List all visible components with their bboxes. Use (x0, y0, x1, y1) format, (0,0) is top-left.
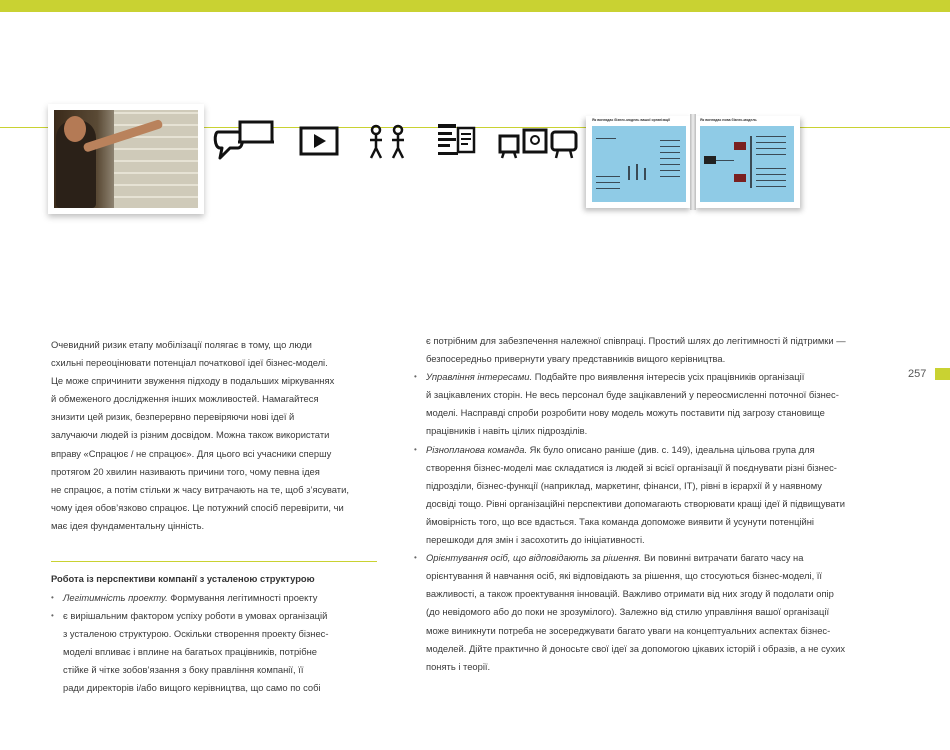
text-line: вправу «Спрацює / не спрацює». Для цього всі учасники спершу (51, 447, 332, 459)
book-spread-thumbnail (586, 112, 800, 212)
book-text-line (756, 154, 786, 155)
book-left-title: Як виглядає бізнес-модель вашої організації (592, 118, 670, 122)
book-figure-mark (628, 166, 630, 180)
text-line: орієнтування й навчання осіб, які відповідають за рішення, що стосуються бізнес-моделі, її (426, 570, 823, 582)
book-left-page (586, 116, 692, 208)
book-right-fill (700, 126, 794, 202)
section-divider (51, 561, 377, 562)
text-line: підрозділи, бізнес-функції (наприклад, маркетинг, фінанси, ІТ), рівні в ієрархії й у наявному (426, 479, 822, 491)
text-line: безпосередньо привернути увагу представників вищого керівництва. (426, 353, 726, 365)
text-line: схильні переоцінювати потенціал початкової ідеї бізнес-моделі. (51, 357, 328, 369)
book-right-title: Як виглядає нова бізнес-модель (700, 118, 757, 122)
book-text-line (756, 174, 786, 175)
bullet-text: Формування легітимності проекту (167, 592, 318, 603)
text-line: чому ідея обов’язково спрацює. Це потужний спосіб перевірити, чи (51, 501, 344, 513)
book-text-line (596, 188, 620, 189)
book-text-line (756, 142, 786, 143)
section-title: Робота із перспективи компанії з усталеною структурою (51, 573, 315, 584)
left-column-paragraph (51, 336, 381, 535)
workshop-photo (48, 104, 204, 214)
text-line: Це може спричинити звуження підходу в подальших міркуваннях (51, 375, 335, 387)
devices-icon (496, 118, 582, 166)
text-line: створення бізнес-моделі має складатися із людей зі всієї організації й поєднувати різні бізнес- (426, 461, 837, 473)
speech-bubble-icon (212, 118, 282, 166)
book-text-line (596, 138, 616, 139)
book-figure-mark (704, 156, 716, 164)
book-text-line (756, 168, 786, 169)
text-line: з усталеною структурою. Оскільки створення проекту бізнес- (63, 628, 329, 640)
photo-person-head (64, 116, 86, 142)
bullet-term: Різнопланова команда. (426, 443, 528, 455)
book-text-line (660, 158, 680, 159)
bullet-continuation (51, 661, 381, 679)
page-tab-marker (935, 368, 950, 380)
text-line: знизити цей ризик, безперервно перевіряючи нові ідеї й (51, 411, 295, 423)
book-text-line (660, 146, 680, 147)
top-accent-band (0, 0, 950, 12)
book-text-line (660, 140, 680, 141)
people-icon (364, 118, 414, 166)
bullet-continuation (51, 625, 381, 643)
bullet-continuation (51, 643, 381, 661)
bullet-line (51, 589, 381, 607)
text-line: працівників і навіть цілих підрозділів. (426, 425, 588, 437)
photo-image (54, 110, 198, 208)
text-line: перешкоди для змін і засохотить до ініціативності. (426, 534, 645, 546)
bullet-text: Ви повинні витрачати багато часу на (641, 552, 804, 564)
bullet-line (414, 441, 900, 459)
text-line: Очевидний ризик етапу мобілізації полягає в тому, що люди (51, 339, 312, 350)
bullet-term: Орієнтування осіб, що відповідають за рішення. (426, 552, 642, 564)
book-text-line (596, 176, 620, 177)
text-line: протягом 20 хвилин називають причини того, чому певна ідея (51, 465, 320, 477)
text-line: стійке й чітке зобов’язання з боку правління компанії, її (63, 664, 304, 676)
text-line: ради директорів і/або вищого керівництва, що само по собі (63, 682, 321, 694)
text-line: моделі впливає і вплине на багатьох працівників, потрібне (63, 646, 317, 658)
bullet-line (414, 368, 900, 386)
bullet-term: Легітимність проекту. (63, 592, 168, 603)
text-line: ймовірність того, що все вдасться. Така команда допоможе виявити й усунути потенційні (426, 515, 815, 527)
book-connector (716, 160, 734, 161)
bullet-continuation (51, 607, 381, 625)
text-line: важливості, а також проектування інновацій. Важливо отримати від них згоду й подолати опір (426, 588, 834, 600)
icon-strip (212, 118, 582, 168)
book-text-line (756, 136, 786, 137)
book-text-line (756, 186, 786, 187)
bullet-term: Управління інтересами. (426, 371, 533, 383)
text-line: є потрібним для забезпечення належної співпраці. Простий шлях до легітимності й підтримки — (426, 335, 846, 346)
book-bracket (750, 136, 752, 188)
book-text-line (596, 182, 620, 183)
right-column (414, 332, 900, 676)
bullet-text: Подбайте про виявлення інтересів усіх працівників організації (532, 371, 805, 383)
bullet-continuation (51, 679, 381, 697)
play-video-icon (297, 118, 347, 166)
bullet-line (414, 549, 900, 567)
text-line: понять і теорії. (426, 660, 491, 672)
book-text-line (660, 170, 680, 171)
book-figure-mark (644, 168, 646, 180)
text-line: має ідея фундаментальну цінність. (51, 519, 205, 531)
text-line: й зацікавлених сторін. Не весь персонал буде зацікавлений у переосмисленні поточної бізнес- (426, 389, 839, 401)
text-line: моделей. Дійте практично й доносьте свої ідеї за допомогою цікавих історій і образів, а не сухих (426, 642, 846, 654)
book-text-line (756, 180, 786, 181)
book-spine (690, 114, 696, 210)
book-text-line (660, 164, 680, 165)
text-line: й обмеженого дослідження інших можливостей. Намагайтеся (51, 393, 319, 405)
page-number: 257 (908, 368, 927, 380)
book-figure-mark (636, 164, 638, 180)
text-line: є вирішальним фактором успіху роботи в умовах організацій (63, 610, 328, 622)
book-text-line (756, 148, 786, 149)
book-figure-mark (734, 174, 746, 182)
bullet-text: Як було описано раніше (див. с. 149), ідеальна цільова група для (527, 443, 815, 455)
book-figure-mark (734, 142, 746, 150)
left-bullet-list (51, 589, 381, 698)
documents-icon (432, 118, 482, 166)
text-line: залучаючи людей із різним досвідом. Можна також використати (51, 429, 330, 441)
book-text-line (660, 176, 680, 177)
book-text-line (660, 152, 680, 153)
text-line: моделі. Насправді спроби розробити нову модель можуть поставити під загрозу становище (426, 407, 825, 419)
text-line: (до невідомого або до поки не зрозумілого). Залежно від стилю управління вашої організації (426, 606, 830, 618)
text-line: не спрацює, а потім стільки ж часу витрачають на те, щоб з’ясувати, (51, 483, 349, 495)
text-line: може виникнути потреба не зосереджувати багато уваги на концептуальних аспектах бізнес- (426, 624, 831, 636)
text-line: досвіді тощо. Рівні організаційні перспективи допомагають створювати кращі ідеї й підвищувати (426, 497, 845, 509)
book-right-page (694, 116, 800, 208)
